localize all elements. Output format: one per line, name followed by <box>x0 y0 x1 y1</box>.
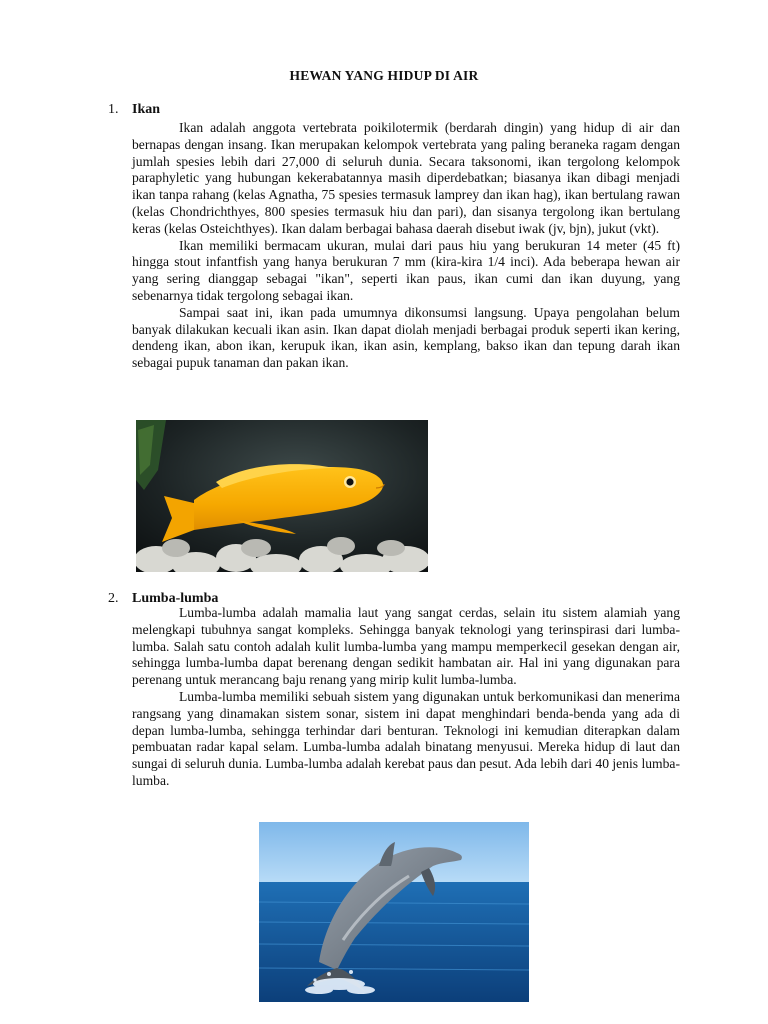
section-title: Ikan <box>132 102 161 117</box>
paragraph: Sampai saat ini, ikan pada umumnya dikonsumsi langsung. Upaya pengolahan belum banyak dilakukan kecuali ikan asin. Ikan dapat diolah menjadi berbagai produk seperti ikan kering, dendeng ikan, abon ikan, kerupuk ikan, ikan asin, kemplang, bakso ikan dan tepung darah ikan sebagai pupuk tanaman dan pakan ikan. <box>132 304 680 371</box>
paragraph: Lumba-lumba adalah mamalia laut yang sangat cerdas, selain itu sistem alamiah yang melengkapi tubuhnya sangat kompleks. Sehingga banyak teknologi yang terinspirasi dari lumba-lumba. Salah satu contoh adalah kulit lumba-lumba yang mampu memperkecil gesekan dengan air, sehingga lumba-lumba dapat berenang dengan sedikit hambatan air. Hal ini yang digunakan para perenang untuk merancang baju renang yang mirip kulit lumba-lumba. <box>132 605 680 688</box>
paragraph: Lumba-lumba memiliki sebuah sistem yang digunakan untuk berkomunikasi dan menerima rangsang yang dinamakan sistem sonar, sistem ini dapat menghindari benda-benda yang ada di depan lumba-lumba, sehingga terhindar dari benturan. Teknologi ini kemudian diterapkan dalam pembuatan radar kapal selam. Lumba-lumba adalah binatang menyusui. Mereka hidup di laut dan sungai di seluruh dunia. Lumba-lumba adalah kerebat paus dan pesut. Ada lebih dari 40 jenis lumba-lumba. <box>132 688 680 788</box>
paragraph: Ikan memiliki bermacam ukuran, mulai dari paus hiu yang berukuran 14 meter (45 ft) hingga stout infantfish yang hanya berukuran 7 mm (kira-kira 1/4 inci). Ada beberapa hewan air yang sering dianggap sebagai "ikan", seperti ikan paus, ikan cumi dan ikan duyung, yang sebenarnya tidak tergolong sebagai ikan. <box>132 237 680 303</box>
section-heading-ikan <box>108 101 160 118</box>
section-body-lumba-lumba <box>132 605 680 790</box>
dolphin-photo <box>259 822 529 1002</box>
section-number: 1. <box>108 102 119 117</box>
section-title: Lumba-lumba <box>132 591 219 606</box>
fish-photo <box>136 420 428 572</box>
document-title: HEWAN YANG HIDUP DI AIR <box>289 68 479 83</box>
paragraph: Ikan adalah anggota vertebrata poikilotermik (berdarah dingin) yang hidup di air dan bernapas dengan insang. Ikan merupakan kelompok vertebrata yang paling beraneka ragam dengan jumlah spesies lebih dari 27,000 di seluruh dunia. Secara taksonomi, ikan tergolong kelompok paraphyletic yang hubungan kekerabatannya masih diperdebatkan; biasanya ikan dibagi menjadi ikan tanpa rahang (kelas Agnatha, 75 spesies termasuk lamprey dan ikan hag), ikan bertulang rawan (kelas Chondrichthyes, 800 spesies termasuk hiu dan pari), dan sisanya tergolong ikan bertulang keras (kelas Osteichthyes). Ikan dalam berbagai bahasa daerah disebut iwak (jv, bjn), jukut (vkt). <box>132 120 680 236</box>
section-number: 2. <box>108 591 119 606</box>
section-body-ikan <box>132 120 680 372</box>
